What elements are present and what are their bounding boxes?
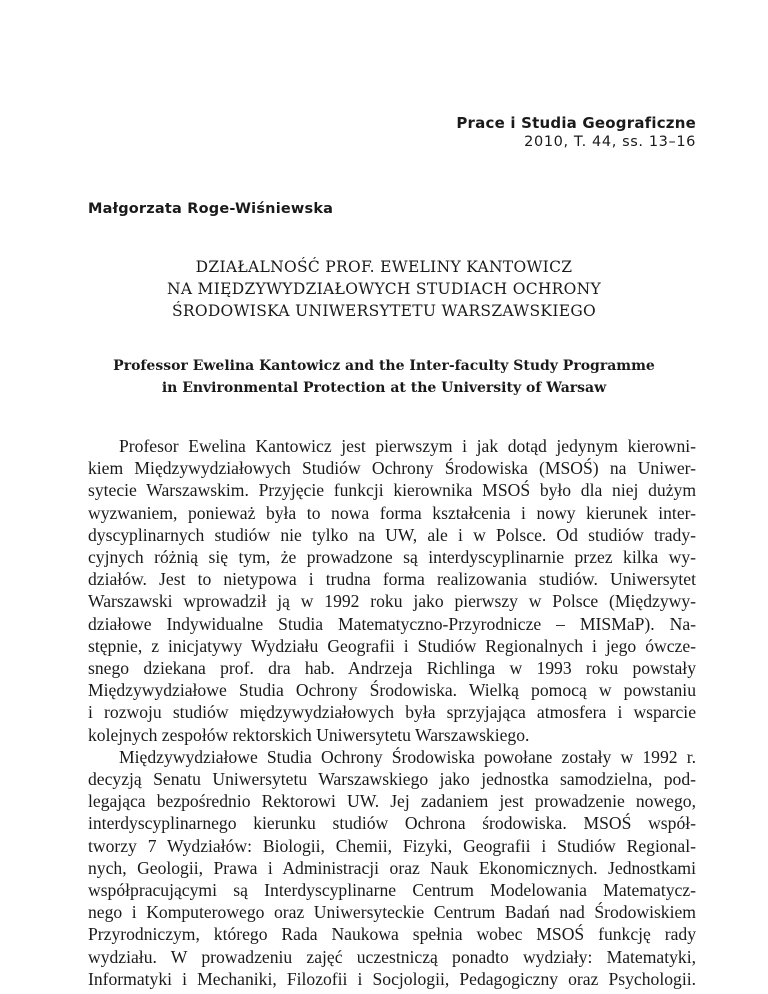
text-line: legająca bezpośrednio Rektorowi UW. Jej zadaniem jest prowadzenie nowego,: [88, 791, 696, 812]
paragraph: [88, 435, 696, 746]
article-title-english: [0, 355, 768, 399]
journal-header: [456, 114, 696, 152]
text-line: Warszawski wprowadził ją w 1992 roku jako pierwszy w Polsce (Międzywy-: [88, 591, 696, 612]
text-line: działów. Jest to nietypowa i trudna forma realizowania studiów. Uniwersytet: [88, 569, 696, 590]
author-name: Małgorzata Roge-Wiśniewska: [88, 201, 334, 217]
article-title-polish: [0, 256, 768, 322]
text-line: nego i Komputerowego oraz Uniwersyteckie Centrum Badań nad Środowiskiem: [88, 902, 696, 923]
title-pl-line: DZIAŁALNOŚĆ PROF. EWELINY KANTOWICZ: [195, 258, 573, 276]
text-line: Przyrodniczym, którego Rada Naukowa spełnia wobec MSOŚ funkcję rady: [88, 924, 696, 945]
journal-name: Prace i Studia Geograficzne: [456, 114, 696, 132]
text-line: interdyscyplinarnego kierunku studiów Ochrona środowiska. MSOŚ współ-: [88, 813, 696, 834]
text-line: Międzywydziałowe Studia Ochrony Środowiska. Wielką pomocą w powstaniu: [88, 680, 696, 701]
text-line: sytecie Warszawskim. Przyjęcie funkcji kierownika MSOŚ było dla niej dużym: [88, 480, 696, 501]
text-line: cyjnych różnią się tym, że prowadzone są interdyscyplinarnie przez kilka wy-: [88, 547, 696, 568]
text-line: Profesor Ewelina Kantowicz jest pierwszym i jak dotąd jedynym kierowni-: [119, 436, 696, 456]
paragraph: [88, 746, 696, 990]
text-line: działowe Indywidualne Studia Matematyczno-Przyrodnicze – MISMaP). Na-: [88, 613, 696, 634]
title-pl-line: ŚRODOWISKA UNIWERSYTETU WARSZAWSKIEGO: [171, 302, 597, 320]
journal-citation: 2010, T. 44, ss. 13–16: [524, 134, 696, 150]
text-line: Informatyki i Mechaniki, Filozofii i Socjologii, Pedagogiczny oraz Psychologii.: [88, 968, 696, 989]
text-line: wydziału. W prowadzeniu zajęć uczestniczą ponadto wydziały: Matematyki,: [88, 946, 696, 967]
text-line: kiem Międzywydziałowych Studiów Ochrony Środowiska (MSOŚ) na Uniwer-: [88, 458, 696, 479]
text-line: wyzwaniem, ponieważ była to nowa forma kształcenia i nowy kierunek inter-: [88, 502, 696, 523]
text-line: stępnie, z inicjatywy Wydziału Geografii i Studiów Regionalnych i jego ówcze-: [88, 635, 696, 656]
text-line: decyzją Senatu Uniwersytetu Warszawskiego jako jednostka samodzielna, pod-: [88, 769, 696, 790]
text-line: tworzy 7 Wydziałów: Biologii, Chemii, Fizyki, Geografii i Studiów Regional-: [88, 835, 696, 856]
text-line: dyscyplinarnych studiów nie tylko na UW, ale i w Polsce. Od studiów trady-: [88, 524, 696, 545]
title-pl-line: NA MIĘDZYWYDZIAŁOWYCH STUDIACH OCHRONY: [166, 280, 602, 298]
text-line: kolejnych zespołów rektorskich Uniwersytetu Warszawskiego.: [88, 724, 530, 745]
title-en-line: Professor Ewelina Kantowicz and the Inter-faculty Study Programme: [113, 358, 655, 374]
title-en-line: in Environmental Protection at the University of Warsaw: [161, 380, 607, 396]
text-line: nych, Geologii, Prawa i Administracji oraz Nauk Ekonomicznych. Jednostkami: [88, 857, 696, 878]
text-line: snego dziekana prof. dra hab. Andrzeja Richlinga w 1993 roku powstały: [88, 658, 696, 679]
text-line: i rozwoju studiów międzywydziałowych była sprzyjająca atmosfera i wsparcie: [88, 702, 696, 723]
text-line: współpracującymi są Interdyscyplinarne Centrum Modelowania Matematycz-: [88, 880, 696, 901]
article-body: [88, 435, 696, 990]
text-line: Międzywydziałowe Studia Ochrony Środowiska powołane zostały w 1992 r.: [119, 746, 696, 767]
